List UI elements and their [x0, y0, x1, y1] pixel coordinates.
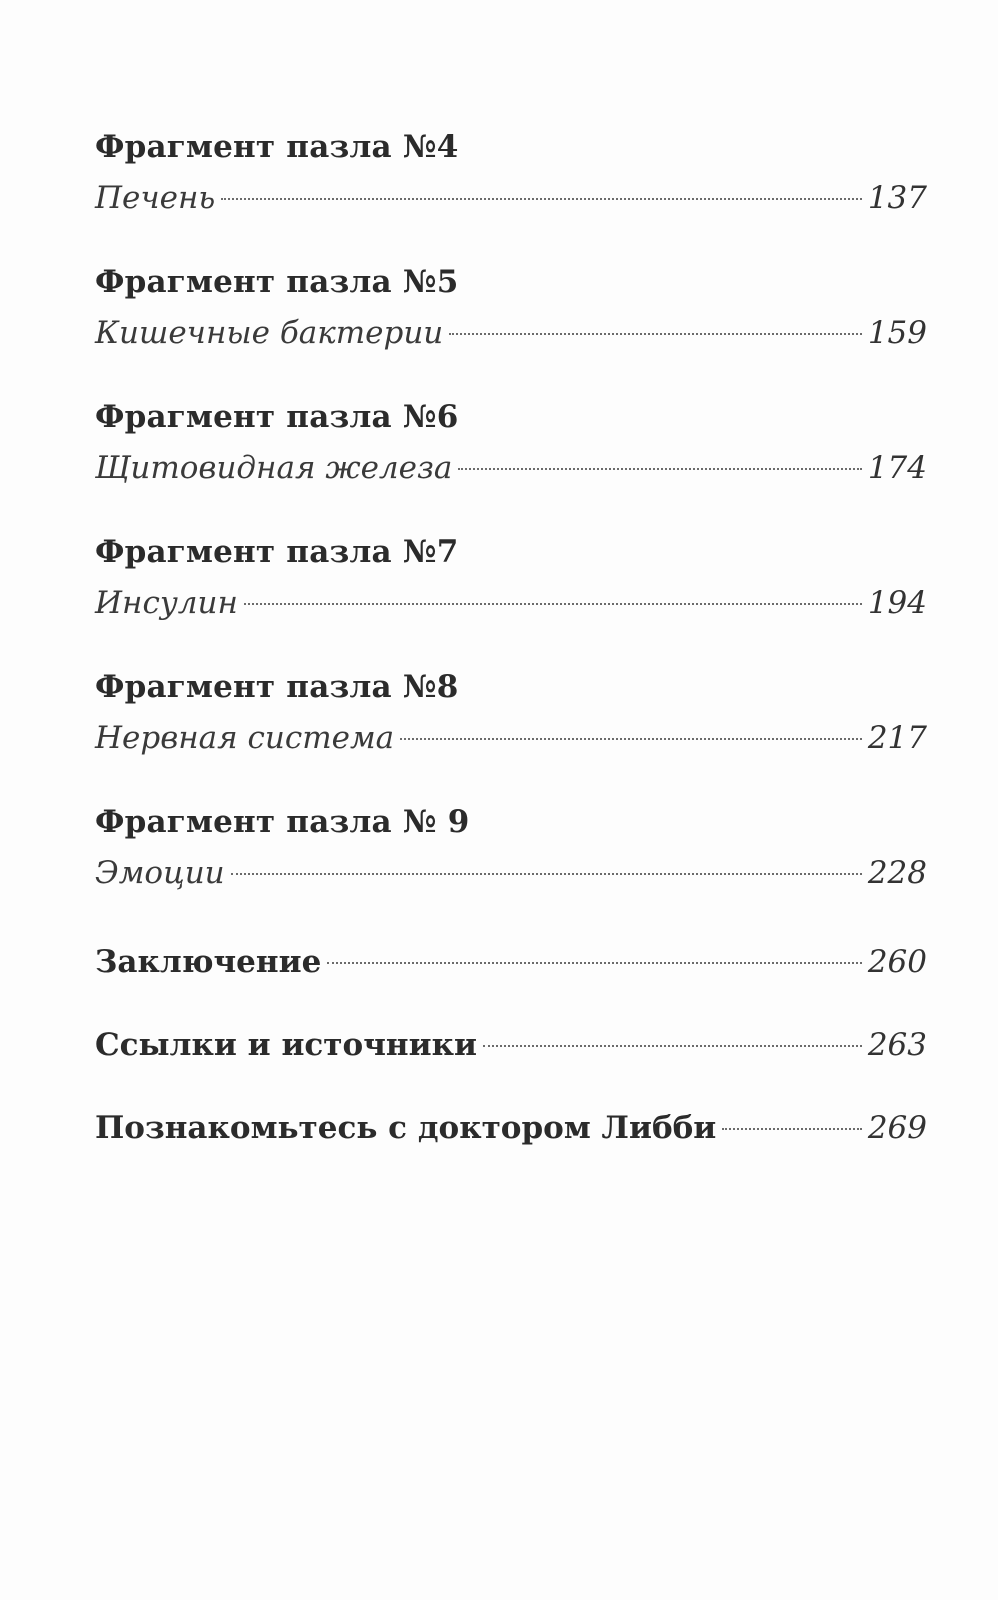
toc-section: [95, 799, 927, 902]
entry-title: Инсулин: [95, 585, 238, 621]
page-number: 174: [867, 450, 927, 486]
entry-title: Нервная система: [95, 720, 395, 756]
toc-entry: [95, 440, 927, 497]
toc-entry: [95, 710, 927, 767]
section-heading: Фрагмент пазла №7: [95, 534, 459, 570]
table-of-contents: [95, 124, 927, 1183]
entry-title: Познакомьтесь с доктором Либби: [95, 1110, 717, 1146]
page-number: 260: [867, 944, 927, 980]
section-heading: Фрагмент пазла № 9: [95, 804, 470, 840]
dot-leader: [483, 1045, 862, 1047]
section-heading: Фрагмент пазла №5: [95, 264, 459, 300]
toc-entry: [95, 305, 927, 362]
page-number: 228: [867, 855, 927, 891]
toc-entry: [95, 575, 927, 632]
dot-leader: [221, 198, 862, 200]
dot-leader: [327, 962, 862, 964]
page-number: 194: [867, 585, 927, 621]
toc-entry: [95, 845, 927, 902]
toc-section: [95, 259, 927, 362]
section-heading: Фрагмент пазла №8: [95, 669, 459, 705]
dot-leader: [722, 1128, 862, 1130]
toc-section: [95, 664, 927, 767]
toc-entry-about-author: [95, 1100, 927, 1157]
dot-leader: [458, 468, 861, 470]
dot-leader: [244, 603, 862, 605]
toc-section: [95, 529, 927, 632]
entry-title: Щитовидная железа: [95, 450, 453, 486]
dot-leader: [400, 738, 862, 740]
entry-title: Заключение: [95, 944, 322, 980]
section-heading: Фрагмент пазла №6: [95, 399, 459, 435]
page-number: 217: [867, 720, 927, 756]
entry-title: Кишечные бактерии: [95, 315, 444, 351]
toc-entry: [95, 170, 927, 227]
toc-section: [95, 124, 927, 227]
dot-leader: [231, 873, 862, 875]
entry-title: Ссылки и источники: [95, 1027, 477, 1063]
entry-title: Печень: [95, 180, 216, 216]
page-number: 263: [867, 1027, 927, 1063]
page-number: 137: [867, 180, 927, 216]
toc-entry-references: [95, 1017, 927, 1074]
page-number: 269: [867, 1110, 927, 1146]
toc-entry-conclusion: [95, 934, 927, 991]
page-number: 159: [867, 315, 927, 351]
dot-leader: [449, 333, 862, 335]
entry-title: Эмоции: [95, 855, 225, 891]
section-heading: Фрагмент пазла №4: [95, 129, 459, 165]
toc-section: [95, 394, 927, 497]
